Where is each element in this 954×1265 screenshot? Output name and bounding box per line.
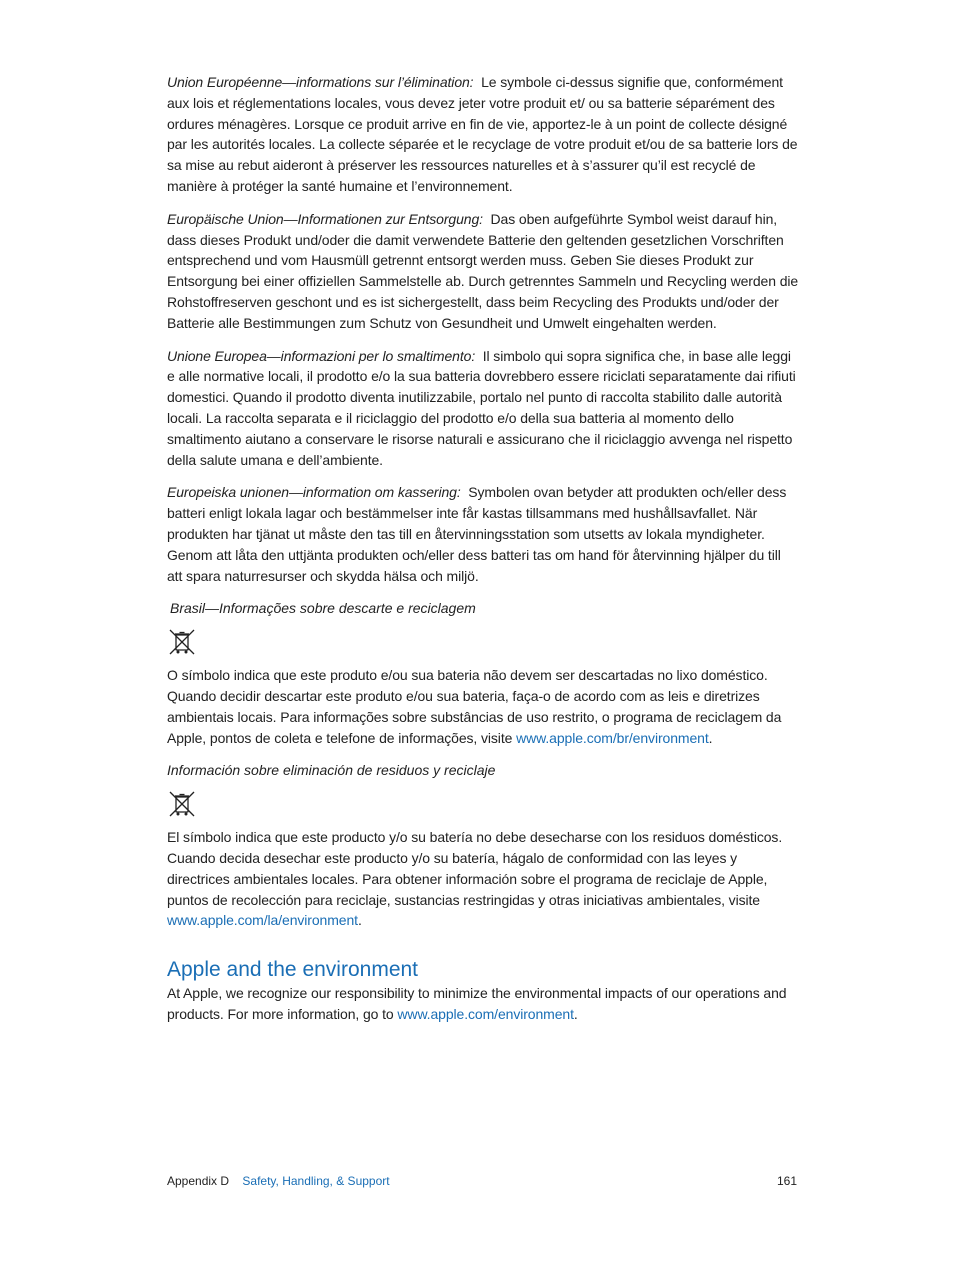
crossed-out-wheelie-bin-icon [167,789,197,819]
footer-chapter-link[interactable]: Safety, Handling, & Support [242,1174,390,1188]
eu-italian-body: Il simbolo qui sopra significa che, in base alle leggi e alle normative locali, il prodotto e/o la sua batteria dovrebbero essere riciclati separatamente dai rifiuti domestici. Quando il prodotto diventa inutilizzabile, portalo nel punto di raccolta stabilito dalle autorità locali. La raccolta separata e il riciclaggio del prodotto e/o della sua batteria al momento dello smaltimento aiutano a conservare le risorse naturali e assicurano che il riciclaggio avvenga nel rispetto della salute umana e dell’ambiente. [167,347,796,468]
eu-german-lead: Europäische Union—Informationen zur Entsorgung: [167,210,483,227]
latam-heading: Información sobre eliminación de residuos y reciclaje [167,762,496,779]
page-footer [167,1172,799,1190]
eu-italian-lead: Unione Europea—informazioni per lo smaltimento: [167,347,476,364]
crossed-out-wheelie-bin-icon [167,627,197,657]
eu-italian-paragraph [167,346,799,471]
eu-swedish-paragraph [167,482,799,586]
environment-paragraph [167,983,799,1025]
eu-german-body: Das oben aufgeführte Symbol weist darauf hin, dass dieses Produkt und/oder die damit verwendete Batterie den geltenden gesetzlichen Vorschriften entsprechend und vom Hausmüll getrennt entsorgt werden muss. Geben Sie dieses Produkt zur Entsorgung bei einer offiziellen Sammelstelle ab. Durch getrenntes Sammeln und Recycling werden die Rohstoffreserven geschont und es ist sichergestellt, dass beim Recycling des Produkts und/oder der Batterie alle Bestimmungen zum Schutz von Gesundheit und Umwelt eingehalten werden. [167,210,799,331]
brasil-tail: . [708,729,713,746]
eu-french-body: Le symbole ci-dessus signifie que, conformément aux lois et réglementations locales, vous devez jeter votre produit et/ ou sa batterie séparément des ordures ménagères. Lorsque ce produit arrive en fin de vie, apportez-le à un point de collecte désigné par les autorités locales. La collecte séparée et le recyclage de votre produit et/ou de sa batterie lors de sa mise au rebut aideront à préserver les ressources naturelles et à s’assurer qu’il est recyclé de manière à protéger la santé humaine et l’environnement. [167,74,798,194]
brasil-body: O símbolo indica que este produto e/ou sua bateria não devem ser descartadas no lixo doméstico. Quando decidir descartar este produto e/ou sua bateria, faça-o de acordo com as leis e diretrizes ambientais locais. Para informações sobre substâncias de uso restrito, o programa de reciclagem da Apple, pontos de coleta e telefone de informações, visite [167,667,782,746]
eu-french-paragraph [167,72,799,197]
latam-environment-link[interactable]: www.apple.com/la/environment [167,912,358,929]
environment-body: At Apple, we recognize our responsibility to minimize the environmental impacts of our operations and products. For more information, go to [167,985,787,1022]
brasil-heading: Brasil—Informações sobre descarte e reciclagem [170,600,476,617]
brasil-paragraph [167,665,799,748]
latam-paragraph [167,827,799,931]
eu-german-paragraph [167,209,799,334]
footer-appendix: Appendix D [167,1174,230,1188]
environment-tail: . [573,1005,578,1022]
environment-link[interactable]: www.apple.com/environment [397,1005,574,1022]
section-title: Apple and the environment [167,958,419,982]
latam-body: El símbolo indica que este producto y/o su batería no debe desecharse con los residuos domésticos. Cuando decida desechar este producto y/o su batería, hágalo de conformidad con las leyes y directrices ambientales locales. Para obtener información sobre el programa de reciclaje de Apple, puntos de recolección para reciclaje, sustancias restringidas y otras iniciativas ambientales, visite [167,829,783,908]
eu-swedish-lead: Europeiska unionen—information om kassering: [167,484,461,501]
page-content [167,72,799,1037]
brasil-environment-link[interactable]: www.apple.com/br/environment [516,729,709,746]
eu-french-lead: Union Européenne—informations sur l’élimination: [167,74,474,90]
eu-swedish-body: Symbolen ovan betyder att produkten och/eller dess batteri enligt lokala lagar och bestämmelser inte får kastas tillsammans med hushållsavfallet. När produkten har tjänat ut måste den tas till en återvinningsstation som utsetts av lokala myndigheter. Genom att låta den uttjänta produkten och/eller dess batteri tas om hand för återvinning hjälper du till att spara naturresurser och skydda hälsa och miljö. [167,484,787,584]
page-number: 161 [776,1174,797,1188]
latam-tail: . [357,912,362,929]
